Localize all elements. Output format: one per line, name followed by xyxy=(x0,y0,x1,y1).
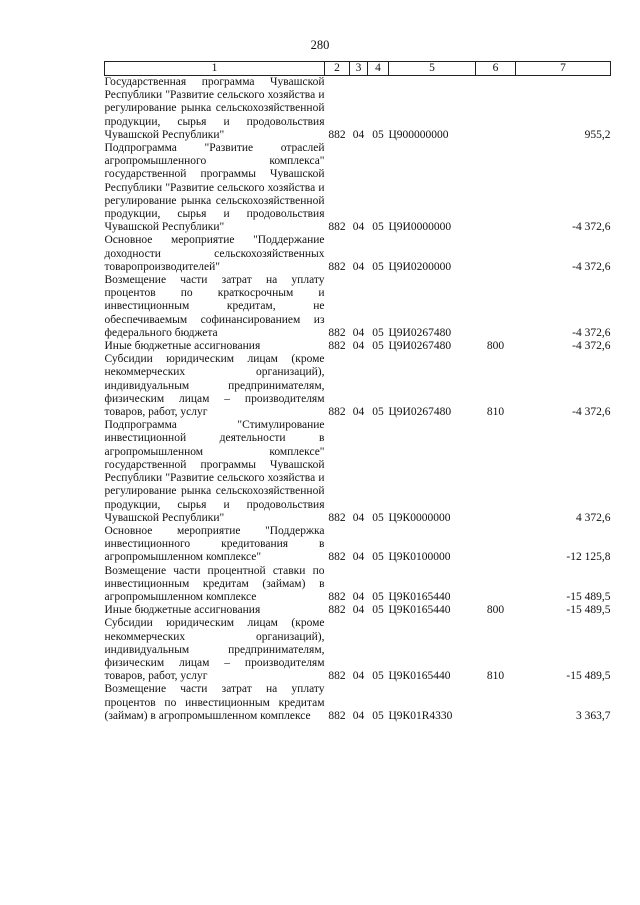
column-header-name: 1 xyxy=(105,62,325,76)
row-grbs: 882 xyxy=(328,551,346,564)
row-subsection: 05 xyxy=(372,406,384,419)
row-subsection: 05 xyxy=(372,260,384,273)
row-section: 04 xyxy=(352,670,365,683)
row-section: 04 xyxy=(352,709,365,722)
row-amount: -4 372,6 xyxy=(572,406,611,419)
row-amount: 955,2 xyxy=(584,128,611,141)
column-header-subsection: 4 xyxy=(368,62,389,76)
column-header-expense-type: 6 xyxy=(476,62,516,76)
table-row xyxy=(105,274,611,340)
row-grbs: 882 xyxy=(328,340,346,353)
row-grbs: 882 xyxy=(328,604,346,617)
row-grbs: 882 xyxy=(328,221,346,234)
row-name: Иные бюджетные ассигнования xyxy=(104,340,261,353)
row-name: Субсидии юридическим лицам (кроме некоммерческих организаций), индивидуальным предпринимателям, физическим лицам – производителям товаров, работ, услуг xyxy=(104,617,325,683)
row-subsection: 05 xyxy=(372,709,384,722)
row-amount: 3 363,7 xyxy=(576,709,611,722)
table-row xyxy=(105,142,611,234)
row-amount: -4 372,6 xyxy=(572,221,611,234)
row-section: 04 xyxy=(352,604,365,617)
row-subsection: 05 xyxy=(372,511,384,524)
table-row xyxy=(105,419,611,525)
row-grbs: 882 xyxy=(328,670,346,683)
row-name: Иные бюджетные ассигнования xyxy=(104,604,261,617)
row-grbs: 882 xyxy=(328,590,346,603)
row-grbs: 882 xyxy=(328,709,346,722)
row-subsection: 05 xyxy=(372,551,384,564)
row-target-item: Ц9К0165440 xyxy=(388,590,451,603)
row-target-item: Ц9И0200000 xyxy=(388,260,452,273)
table-row xyxy=(105,525,611,565)
row-subsection: 05 xyxy=(372,590,384,603)
row-name: Основное мероприятие "Поддержание доходности сельскохозяйственных товаропроизводителей" xyxy=(104,234,325,273)
row-subsection: 05 xyxy=(372,340,384,353)
row-expense-type: 800 xyxy=(486,604,505,617)
row-section: 04 xyxy=(352,221,365,234)
row-expense-type xyxy=(476,683,516,723)
table-row xyxy=(105,604,611,617)
column-header-grbs: 2 xyxy=(325,62,350,76)
row-expense-type xyxy=(476,565,516,605)
row-grbs: 882 xyxy=(328,260,346,273)
row-amount: -15 489,5 xyxy=(566,604,611,617)
row-target-item: Ц9К0000000 xyxy=(388,511,451,524)
row-amount: -4 372,6 xyxy=(572,326,611,339)
row-target-item: Ц9И0267480 xyxy=(388,340,452,353)
row-expense-type xyxy=(476,419,516,525)
row-amount: -15 489,5 xyxy=(566,590,611,603)
row-target-item: Ц900000000 xyxy=(388,128,449,141)
row-section: 04 xyxy=(352,326,365,339)
row-grbs: 882 xyxy=(328,128,346,141)
table-row xyxy=(105,617,611,683)
row-grbs: 882 xyxy=(328,406,346,419)
row-subsection: 05 xyxy=(372,670,384,683)
row-section: 04 xyxy=(352,406,365,419)
row-expense-type xyxy=(476,142,516,234)
column-header-target-item: 5 xyxy=(389,62,476,76)
row-section: 04 xyxy=(352,511,365,524)
row-amount: 4 372,6 xyxy=(576,511,611,524)
table-row xyxy=(105,565,611,605)
row-subsection: 05 xyxy=(372,221,384,234)
row-name: Государственная программа Чувашской Республики "Развитие сельского хозяйства и регулирование рынка сельскохозяйственной продукции, сырья и продовольствия Чувашской Республики" xyxy=(104,76,325,141)
table-row xyxy=(105,353,611,419)
row-name: Подпрограмма "Стимулирование инвестиционной деятельности в агропромышленном комплексе" государственной программы Чувашской Республики "Развитие сельского хозяйства и регулирование рынка сельскохозяйственной продукции, сырья и продовольствия Чувашской Республики" xyxy=(104,419,325,524)
row-expense-type: 810 xyxy=(486,406,505,419)
row-target-item: Ц9И0267480 xyxy=(388,326,452,339)
row-expense-type xyxy=(476,525,516,565)
table-row xyxy=(105,234,611,274)
row-section: 04 xyxy=(352,590,365,603)
row-name: Возмещение части затрат на уплату процентов по инвестиционным кредитам (займам) в агропромышленном комплексе xyxy=(104,683,325,722)
row-subsection: 05 xyxy=(372,128,384,141)
budget-table xyxy=(104,61,611,723)
row-section: 04 xyxy=(352,260,365,273)
row-target-item: Ц9И0267480 xyxy=(388,406,452,419)
row-target-item: Ц9К0165440 xyxy=(388,604,451,617)
row-expense-type: 800 xyxy=(486,340,505,353)
row-amount: -4 372,6 xyxy=(572,340,611,353)
row-expense-type xyxy=(476,76,516,143)
row-amount: -12 125,8 xyxy=(566,551,611,564)
row-grbs: 882 xyxy=(328,326,346,339)
row-name: Основное мероприятие "Поддержка инвестиционного кредитования в агропромышленном комплексе" xyxy=(104,524,325,564)
row-grbs: 882 xyxy=(328,511,346,524)
row-target-item: Ц9К0165440 xyxy=(388,670,451,683)
table-row xyxy=(105,340,611,353)
row-target-item: Ц9К01R4330 xyxy=(388,709,453,722)
column-number-row xyxy=(105,62,611,76)
row-expense-type xyxy=(476,274,516,340)
row-name: Подпрограмма "Развитие отраслей агропромышленного комплекса" государственной программы Чувашской Республики "Развитие сельского хозяйства и регулирование рынка сельскохозяйственной продукции, сырья и продовольствия Чувашской Республики" xyxy=(104,142,325,234)
table-row xyxy=(105,76,611,143)
row-name: Возмещение части процентной ставки по инвестиционным кредитам (займам) в агропромышленном комплексе xyxy=(104,564,325,603)
row-expense-type: 810 xyxy=(486,670,505,683)
row-expense-type xyxy=(476,234,516,274)
table-row xyxy=(105,683,611,723)
row-target-item: Ц9И0000000 xyxy=(388,221,452,234)
row-section: 04 xyxy=(352,551,365,564)
row-target-item: Ц9К0100000 xyxy=(388,551,451,564)
page-number: 280 xyxy=(310,38,330,52)
row-section: 04 xyxy=(352,340,365,353)
row-subsection: 05 xyxy=(372,326,384,339)
row-amount: -4 372,6 xyxy=(572,260,611,273)
row-name: Субсидии юридическим лицам (кроме некоммерческих организаций), индивидуальным предпринимателям, физическим лицам – производителям товаров, работ, услуг xyxy=(104,353,325,419)
column-header-section: 3 xyxy=(350,62,368,76)
column-header-amount: 7 xyxy=(516,62,611,76)
row-subsection: 05 xyxy=(372,604,384,617)
row-amount: -15 489,5 xyxy=(566,670,611,683)
row-section: 04 xyxy=(352,128,365,141)
row-name: Возмещение части затрат на уплату процентов по краткосрочным и инвестиционным кредитам, не обеспечиваемым софинансированием из федерального бюджета xyxy=(104,274,325,339)
